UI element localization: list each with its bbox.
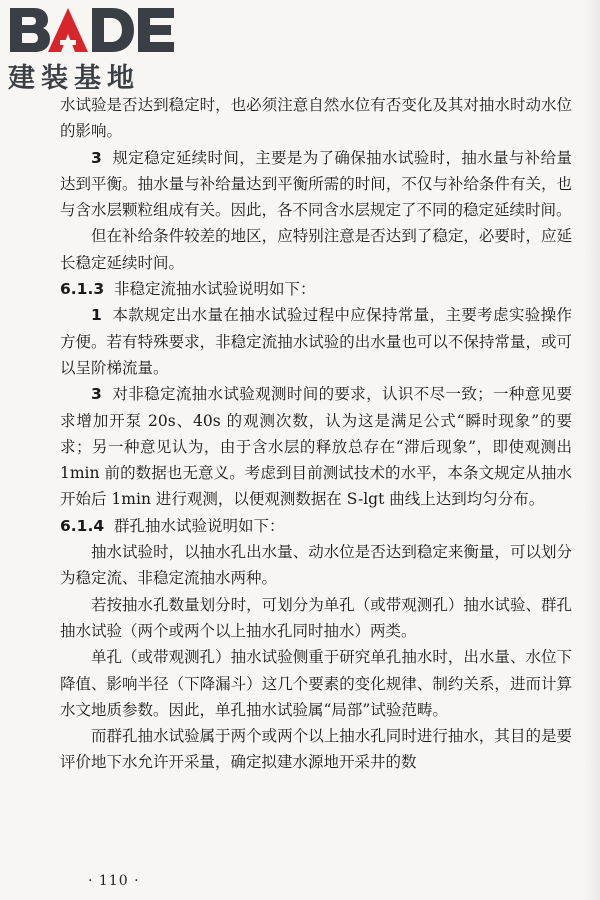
paragraph — [60, 723, 572, 776]
paragraph-text: 对非稳定流抽水试验观测时间的要求，认识不尽一致；一种意见要求增加开泵 20s、40s 的观测次数，认为这是满足公式“瞬时现象”的要求；另一种意见认为，由于含水层的释放总存在“滞后现象”，即使观测出 1min 前的数据也无意义。考虑到目前测试技术的水平，本条文规定从抽水开始后 1min 进行观测，以便观测数据在 S-lgt 曲线上达到均匀分布。 — [60, 385, 572, 509]
section-heading — [60, 276, 572, 302]
paragraph-text: 规定稳定延续时间，主要是为了确保抽水试验时，抽水量与补给量达到平衡。抽水量与补给量达到平衡所需的时间，不仅与补给条件有关，也与含水层颗粒组成有关。因此，各不同含水层规定了不同的稳定延续时间。 — [60, 148, 572, 220]
paragraph-text: 本款规定出水量在抽水试验过程中应保持常量，主要考虑实验操作方便。若有特殊要求，非稳定流抽水试验的出水量也可以不保持常量，或可以呈阶梯流量。 — [60, 306, 572, 377]
bade-logo — [8, 4, 178, 94]
logo-letter-d — [92, 8, 134, 52]
paragraph-text: 抽水试验时，以抽水孔出水量、动水位是否达到稳定来衡量，可以划分为稳定流、非稳定流抽水两种。 — [60, 543, 572, 588]
list-item — [60, 381, 572, 512]
item-number: 1 — [91, 306, 102, 325]
item-number: 3 — [91, 385, 102, 404]
item-number: 3 — [91, 148, 102, 167]
paragraph-text: 而群孔抽水试验属于两个或两个以上抽水孔同时进行抽水，其目的是要评价地下水允许开采量，确定拟建水源地开采井的数 — [60, 727, 572, 772]
paragraph-text: 若按抽水孔数量划分时，可划分为单孔（或带观测孔）抽水试验、群孔抽水试验（两个或两个以上抽水孔同时抽水）两类。 — [60, 595, 572, 640]
paragraph-text: 单孔（或带观测孔）抽水试验侧重于研究单孔抽水时，出水量、水位下降值、影响半径（下降漏斗）这几个要素的变化规律、制约关系，进而计算水文地质参数。因此，单孔抽水试验属“局部”试验范畴。 — [60, 648, 572, 719]
logo-letter-b — [10, 8, 50, 52]
section-title: 群孔抽水试验说明如下： — [114, 516, 285, 535]
paragraph — [60, 539, 572, 592]
page-number: · 110 · — [88, 873, 140, 889]
list-item — [60, 302, 572, 381]
scan-edge-shadow — [584, 0, 600, 900]
paragraph — [60, 592, 572, 645]
logo-letter-a — [48, 8, 88, 52]
paragraph — [60, 644, 572, 723]
logo-letter-e — [138, 8, 174, 52]
body-text — [60, 92, 572, 776]
section-number: 6.1.4 — [60, 516, 105, 535]
logo-tagline: 建装基地 — [8, 63, 140, 94]
paragraph-continuation — [60, 92, 572, 145]
list-item — [60, 145, 572, 224]
section-title: 非稳定流抽水试验说明如下： — [114, 280, 316, 299]
paragraph-text: 但在补给条件较差的地区，应特别注意是否达到了稳定，必要时，应延长稳定延续时间。 — [60, 227, 572, 272]
paragraph-text: 水试验是否达到稳定时，也必须注意自然水位有否变化及其对抽水时动水位的影响。 — [60, 96, 572, 141]
bade-logo-wordmark — [8, 4, 178, 54]
logo-letter-a-bar — [60, 40, 76, 45]
paragraph — [60, 223, 572, 276]
section-heading — [60, 513, 572, 539]
section-number: 6.1.3 — [60, 280, 105, 299]
